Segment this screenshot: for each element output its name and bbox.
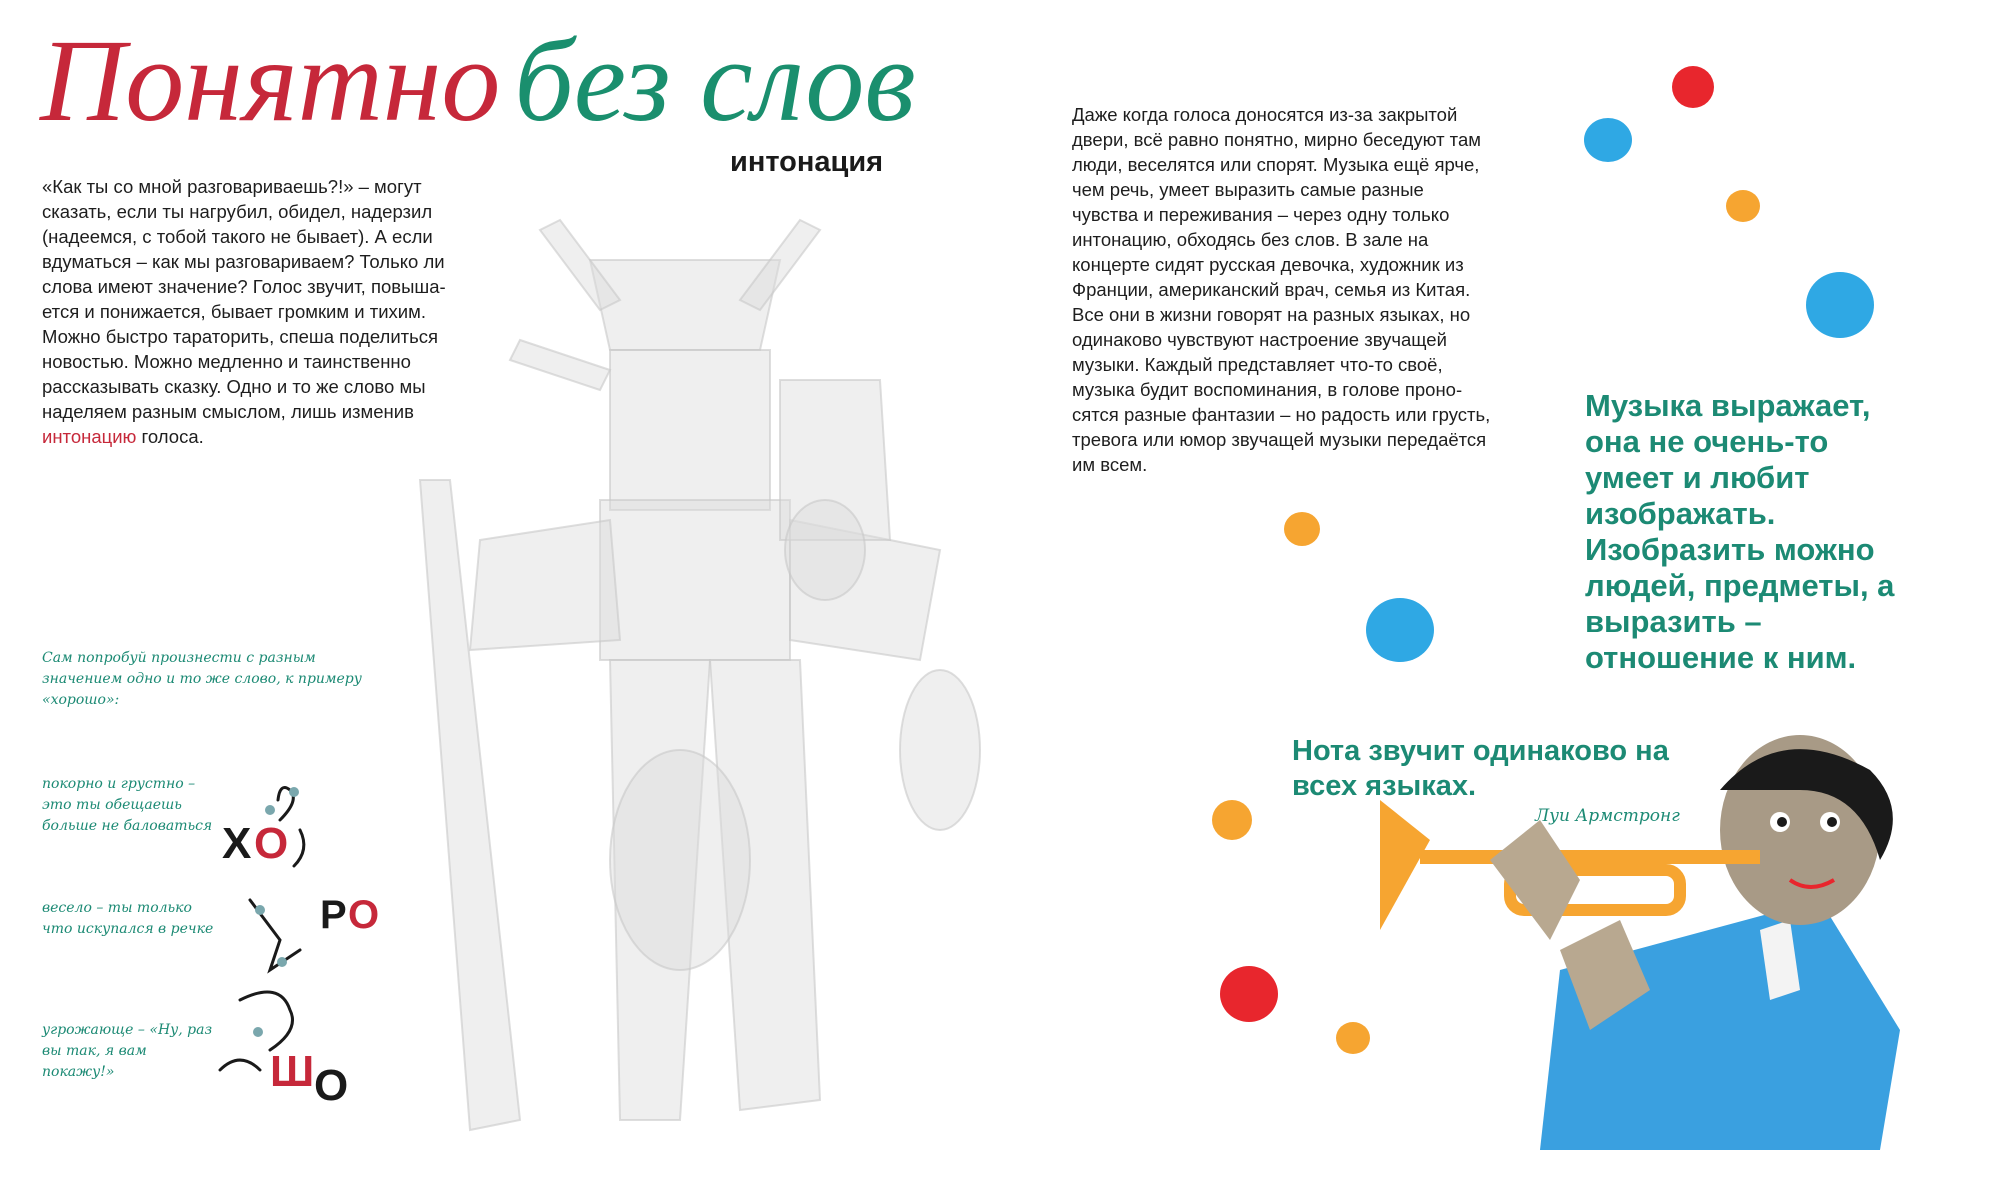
hint-threat: угрожающе – «Ну, раз вы так, я вам покажу!» (42, 1022, 213, 1080)
figure-violin (900, 670, 980, 830)
paper-dot-blue (1366, 598, 1434, 662)
left-paragraph-main: «Как ты со мной разговариваешь?!» – могут сказать, если ты нагрубил, обидел, надерзил (надеемся, с тобой такого не бывает). А если вдуматься – как мы разговариваем? Только ли слова имеют значение? Голос звучит, повыша-ется и понижается, бывает громким и тихим. Можно быстро тараторить, спеша поделиться новостью. Можно медленно и таинственно рассказывать сказку. Одно и то же слово мы наделяем разным смыслом, лишь изменив (42, 176, 446, 422)
khorosho-illustration (210, 770, 380, 1120)
trumpet-bell (1380, 800, 1430, 930)
paper-dot-blue (1584, 118, 1632, 162)
khorosho-syllable-1-part-a: Х (222, 819, 252, 868)
right-paragraph: Даже когда голоса доносятся из-за закрытой двери, всё равно понятно, мирно беседуют там люди, веселятся или спорят. Музыка ещё ярче, чем речь, умеет выразить самые разные чувства и переживания – через одну только интонацию, обходясь без слов. В зале на концерте сидят русская девочка, художник из Франции, американский врач, семья из Китая. Все они в жизни говорят на разных языках, но одинаково чувствуют настроение звучащей музыки. Каждый представляет что-то своё, музыка будит воспоминания, в голове проно-сятся разные фантазии – но радость или грусть, тревога или юмор звучащей музыки передаётся им всем. (1072, 104, 1491, 475)
section-subtitle: интонация (730, 146, 884, 178)
dot-deco-4 (277, 957, 287, 967)
pupil-left (1777, 817, 1787, 827)
music-expresses-quote: Музыка выражает, она не очень-то умеет и любит изображать. Изобразить можно людей, предметы, а выразить – отношение к ним. (1585, 388, 1895, 675)
dot-deco-2 (289, 787, 299, 797)
squiggle-4 (240, 992, 293, 1050)
dot-deco-1 (265, 805, 275, 815)
khorosho-syllable-2-part-b: О (348, 893, 380, 937)
left-paragraph-accent: интонацию (42, 426, 137, 447)
khorosho-syllable-1-part-b: О (254, 819, 289, 868)
left-paragraph-end: голоса. (136, 426, 204, 447)
paper-dot-orange (1284, 512, 1320, 546)
title-word-1: Понятно (40, 15, 501, 146)
figure-torso-upper (610, 350, 770, 510)
dot-deco-3 (255, 905, 265, 915)
khorosho-syllable-2-part-a: Р (320, 893, 347, 937)
figure-torso-lower (600, 500, 790, 660)
figure-arm-left (470, 520, 620, 650)
hint-intro: Сам попробуй произнести с разным значением одно и то же слово, к примеру «хорошо»: (42, 650, 362, 708)
hint-sad: покорно и грустно – это ты обещаешь больше не баловаться (42, 776, 213, 834)
khorosho-syllable-3-part-a: Ш (270, 1047, 315, 1096)
dot-deco-5 (253, 1027, 263, 1037)
figure-guitar (610, 750, 750, 970)
pupil-right (1827, 817, 1837, 827)
figure-drum (785, 500, 865, 600)
paper-dot-orange (1212, 800, 1252, 840)
paper-dot-red (1220, 966, 1278, 1022)
paper-figure-illustration (380, 220, 1020, 1160)
squiggle-2 (294, 830, 304, 866)
page-title (40, 10, 916, 152)
trumpet-tube (1420, 850, 1760, 864)
paper-dot-red (1672, 66, 1714, 108)
paper-dot-blue (1806, 272, 1874, 338)
paper-dot-orange (1726, 190, 1760, 222)
title-word-2: без слов (514, 15, 916, 146)
squiggle-5 (220, 1060, 260, 1070)
hand-left (1490, 820, 1580, 940)
khorosho-syllable-3-part-b: О (314, 1061, 349, 1110)
figure-trumpet-left (510, 340, 610, 390)
armstrong-quote: Нота звучит одинаково на всех языках. (1292, 735, 1669, 802)
hint-happy: весело – ты только что искупался в речке (42, 900, 214, 937)
trumpeter-illustration (1360, 730, 1920, 1150)
quote-author: Луи Армстронг (1535, 806, 1680, 826)
